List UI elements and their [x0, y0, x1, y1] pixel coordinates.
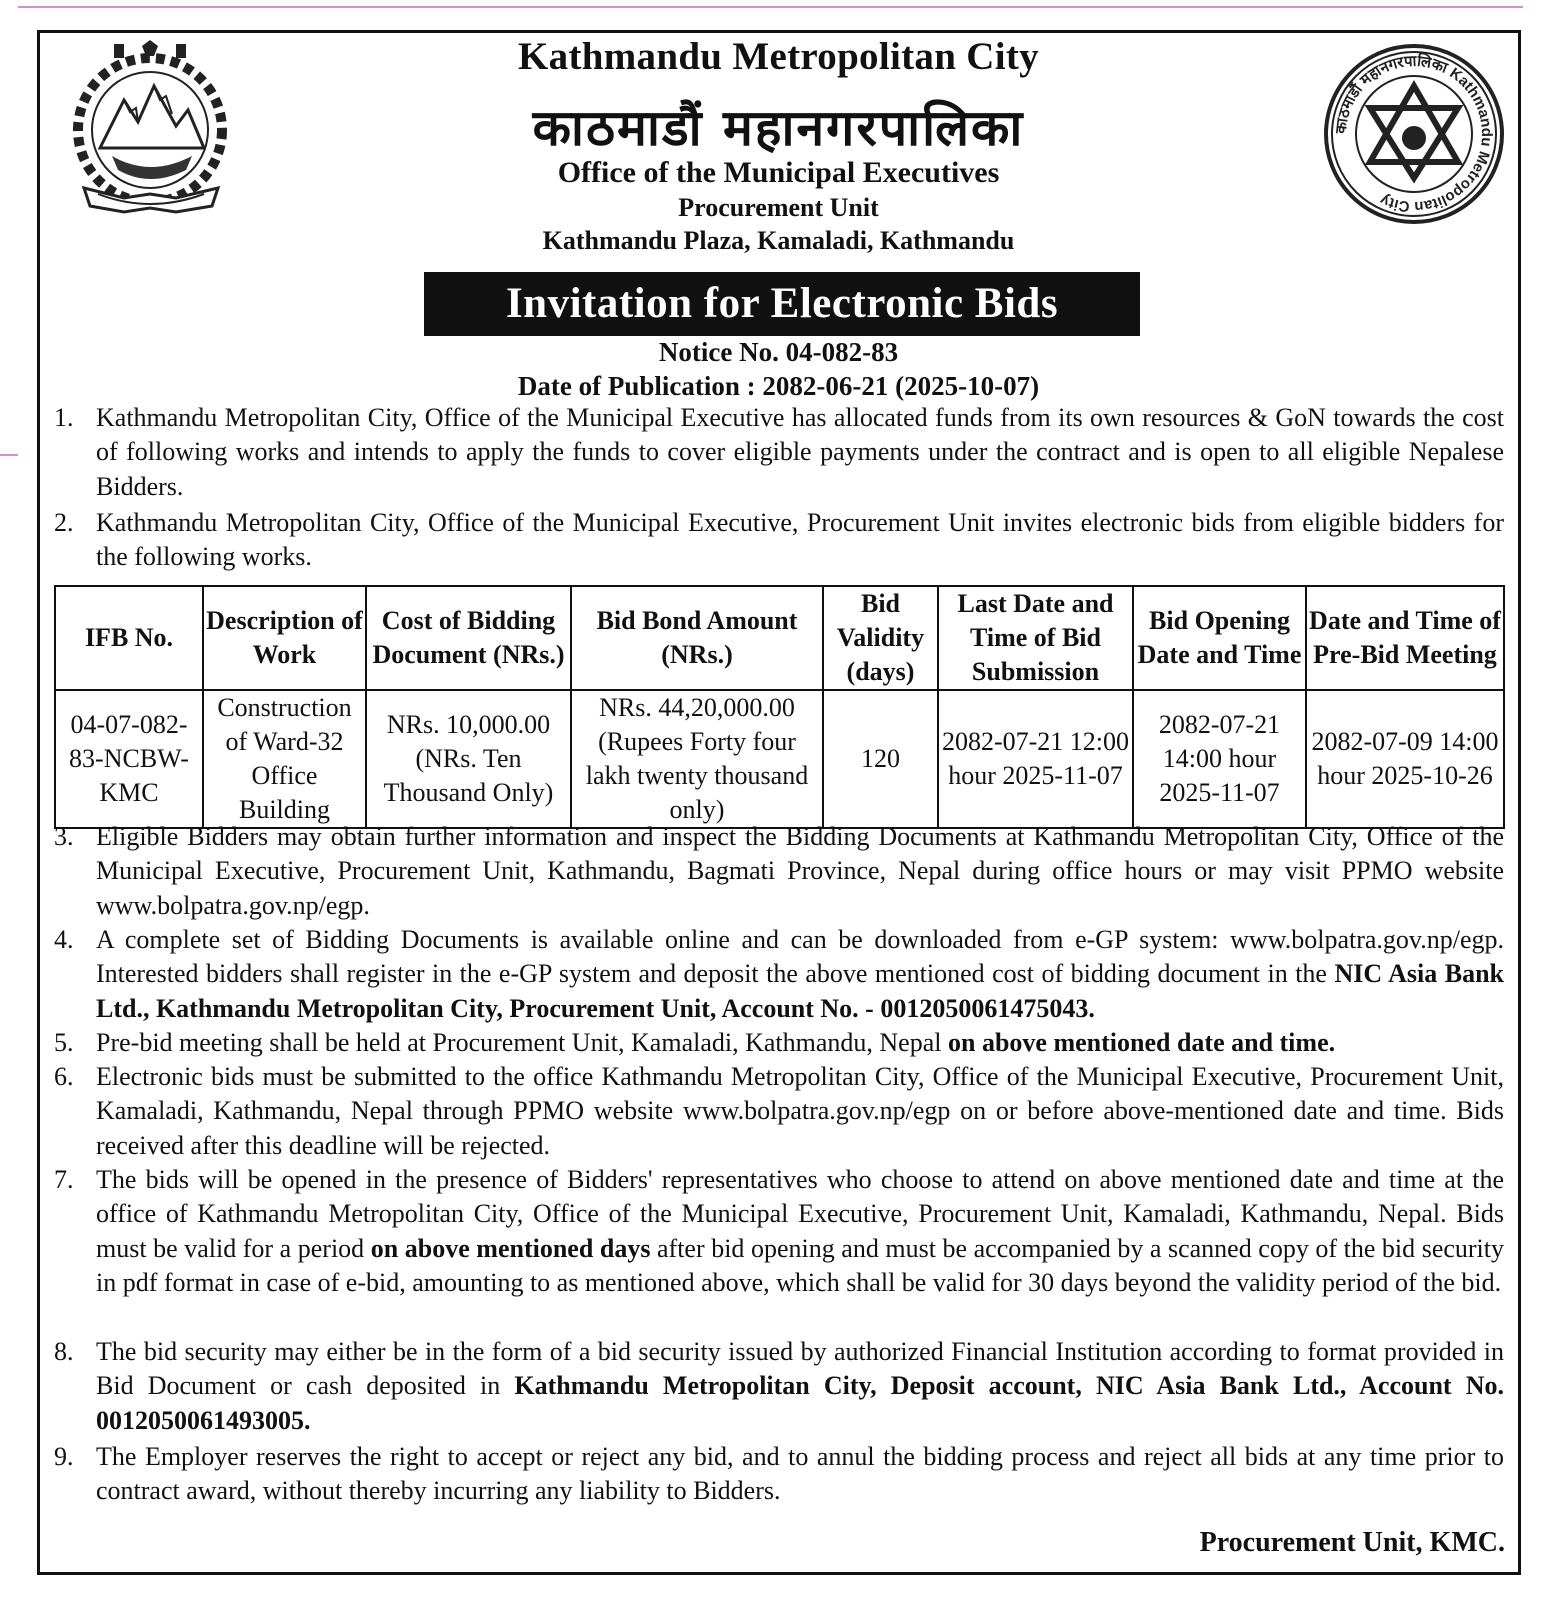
- header-last-date: Last Date and Time of Bid Submission: [938, 586, 1133, 690]
- notice-number: Notice No. 04-082-83: [658, 337, 899, 367]
- table-row: [55, 690, 1504, 828]
- cell-bid-validity: 120: [823, 690, 938, 828]
- clause-6: [54, 1060, 1504, 1163]
- org-name-english: Kathmandu Metropolitan City: [518, 35, 1039, 78]
- clause-text-plain: after bid opening and must be accompanied by a scanned copy of the bid security in pdf format in case of e-bid, amounting to as mentioned above, which shall be valid for 30 days beyond the validity period of the bid.: [96, 1233, 1504, 1297]
- header-bid-bond: Bid Bond Amount (NRs.): [571, 586, 823, 690]
- clause-number: 3.: [54, 822, 74, 851]
- clause-number: 6.: [54, 1062, 74, 1091]
- clause-text: [96, 1335, 1504, 1438]
- office-name: Office of the Municipal Executives: [557, 156, 1000, 189]
- header-bid-opening: Bid Opening Date and Time: [1133, 586, 1306, 690]
- deposit-account-text: Kathmandu Metropolitan City, Deposit account, NIC Asia Bank Ltd., Account No. 0012050061493005.: [96, 1371, 1504, 1435]
- office-address: Kathmandu Plaza, Kamaladi, Kathmandu: [542, 226, 1015, 255]
- clause-text-plain: Pre-bid meeting shall be held at Procurement Unit, Kamaladi, Kathmandu, Nepal: [96, 1028, 948, 1057]
- clause-1: [54, 401, 1504, 504]
- clause-text: Eligible Bidders may obtain further information and inspect the Bidding Documents at Kathmandu Metropolitan City, Office of the Municipal Executive, Procurement Unit, Kathmandu, Bagmati Province, Nepal during office hours or may visit PPMO website www.bolpatra.gov.np/egp.: [96, 822, 1504, 920]
- clause-2: [54, 506, 1504, 575]
- clause-text-plain: The bid security may either be in the form of a bid security issued by authorized Financial Institution according to format provided in Bid Document or cash deposited in: [96, 1337, 1504, 1401]
- clause-8: [54, 1335, 1504, 1438]
- cell-ifb-no: 04-07-082-83-NCBW-KMC: [55, 690, 203, 828]
- clause-4: [54, 923, 1504, 1026]
- clause-text: [96, 1163, 1504, 1300]
- clause-number: 4.: [54, 925, 74, 954]
- header-ifb-no: IFB No.: [55, 586, 203, 690]
- header-bid-validity: Bid Validity (days): [823, 586, 938, 690]
- clause-text: [96, 1026, 1504, 1060]
- signature: Procurement Unit, KMC.: [1199, 1527, 1505, 1558]
- header-description: Description of Work: [203, 586, 366, 690]
- cell-last-date: 2082-07-21 12:00 hour 2025-11-07: [938, 690, 1133, 828]
- cell-pre-bid: 2082-07-09 14:00 hour 2025-10-26: [1306, 690, 1504, 828]
- clause-text: Kathmandu Metropolitan City, Office of the Municipal Executive, Procurement Unit invites electronic bids from eligible bidders for the following works.: [96, 508, 1504, 572]
- clause-number: 5.: [54, 1028, 74, 1057]
- clause-text: [96, 923, 1504, 1026]
- clause-text-bold: on above mentioned date and time.: [947, 1028, 1336, 1057]
- table-header-row: [55, 586, 1504, 690]
- clause-text-plain: A complete set of Bidding Documents is available online and can be downloaded from e-GP system: www.bolpatra.gov.np/egp. Interested bidders shall register in the e-GP system and deposit the above mentioned cost of bidding document in the: [96, 925, 1504, 989]
- clause-text: The Employer reserves the right to accept or reject any bid, and to annul the bidding process and reject all bids at any time prior to contract award, without thereby incurring any liability to Bidders.: [96, 1442, 1504, 1506]
- clause-number: 8.: [54, 1337, 74, 1366]
- publication-date: Date of Publication : 2082-06-21 (2025-10-07): [517, 371, 1040, 401]
- seal-ring-text: काठमाडौं महानगरपालिका Kathmandu Metropolitan City: [1332, 52, 1496, 216]
- clause-text-plain: The bids will be opened in the presence of Bidders' representatives who choose to attend on above mentioned date and time at the office of Kathmandu Metropolitan City, Office of the Municipal Executive, Procurement Unit, Kamaladi, Kathmandu, Nepal. Bids must be valid for a period: [96, 1165, 1504, 1263]
- clause-7: [54, 1163, 1504, 1300]
- cell-bid-bond: NRs. 44,20,000.00 (Rupees Forty four lakh twenty thousand only): [571, 690, 823, 828]
- clause-number: 2.: [54, 508, 74, 537]
- left-margin-line: [0, 454, 18, 456]
- bank-account-text: NIC Asia Bank Ltd., Kathmandu Metropolitan City, Procurement Unit, Account No. - 0012050061475043.: [96, 959, 1504, 1023]
- clause-number: 9.: [54, 1442, 74, 1471]
- top-border-line: [18, 6, 1523, 8]
- header-cost-document: Cost of Bidding Document (NRs.): [366, 586, 571, 690]
- org-name-devanagari: काठमाडौं महानगरपालिका: [532, 99, 1025, 157]
- clause-text: Electronic bids must be submitted to the office Kathmandu Metropolitan City, Office of the Municipal Executive, Procurement Unit, Kamaladi, Kathmandu, Nepal through PPMO website www.bolpatra.gov.np/egp on or before above-mentioned date and time. Bids received after this deadline will be rejected.: [96, 1062, 1504, 1160]
- unit-name: Procurement Unit: [678, 193, 879, 222]
- clause-5: [54, 1026, 1504, 1060]
- notice-title-banner: Invitation for Electronic Bids: [424, 272, 1140, 336]
- cell-description: Construction of Ward-32 Office Building: [203, 690, 366, 828]
- bid-details-table: [54, 585, 1505, 829]
- header-pre-bid: Date and Time of Pre-Bid Meeting: [1306, 586, 1504, 690]
- clause-9: [54, 1440, 1504, 1509]
- cell-cost-document: NRs. 10,000.00 (NRs. Ten Thousand Only): [366, 690, 571, 828]
- cell-bid-opening: 2082-07-21 14:00 hour 2025-11-07: [1133, 690, 1306, 828]
- clause-text-bold: on above mentioned days: [370, 1233, 651, 1263]
- clause-number: 7.: [54, 1165, 74, 1194]
- clause-text: Kathmandu Metropolitan City, Office of the Municipal Executive has allocated funds from its own resources & GoN towards the cost of following works and intends to apply the funds to cover eligible payments under the contract and is open to all eligible Nepalese Bidders.: [96, 403, 1504, 501]
- clause-3: [54, 820, 1504, 923]
- clause-number: 1.: [54, 403, 74, 432]
